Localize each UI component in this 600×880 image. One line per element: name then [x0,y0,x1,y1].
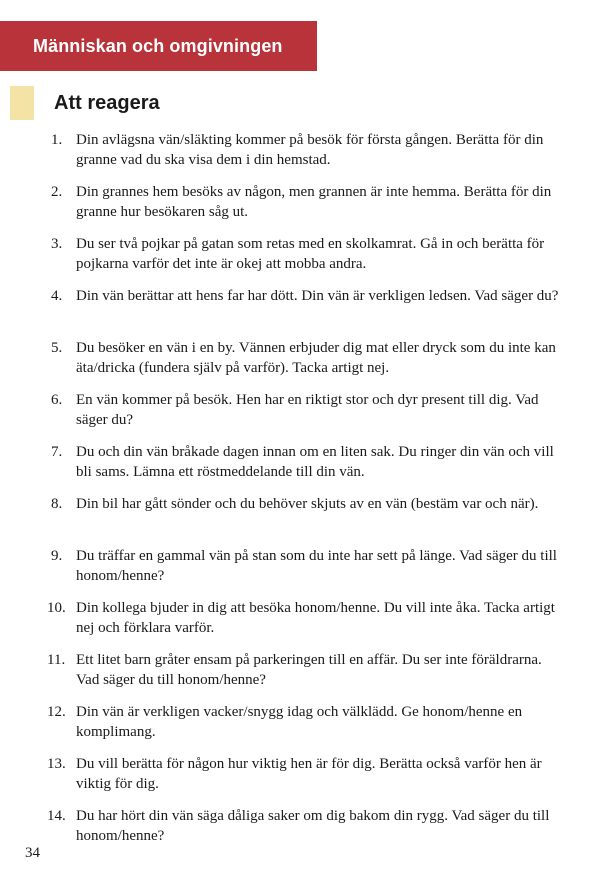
exercise-number: 3. [51,236,63,252]
chapter-banner [0,21,317,71]
exercise-number: 14. [47,808,66,824]
exercise-text: Du och din vän bråkade dagen innan om en liten sak. Du ringer din vän och vill bli sams. Lämna ett röstmeddelande till din vän. [76,444,554,480]
exercise-number: 11. [47,652,66,668]
exercise-item [47,702,567,754]
exercise-item [47,598,567,650]
exercise-number: 2. [51,184,63,200]
exercise-number: 7. [51,444,63,460]
exercise-number: 9. [51,548,63,564]
exercise-text: Din vän är verkligen vacker/snygg idag och välklädd. Ge honom/henne en komplimang. [76,704,523,740]
exercise-item [47,494,567,546]
section-marker [10,86,34,120]
exercise-item [47,754,567,806]
exercise-text: Din bil har gått sönder och du behöver skjuts av en vän (bestäm var och när). [76,496,539,512]
exercise-number: 12. [47,704,66,720]
exercise-number: 10. [47,600,66,616]
exercise-number: 4. [51,288,63,304]
exercise-text: Du träffar en gammal vän på stan som du inte har sett på länge. Vad säger du till honom/henne? [76,548,557,584]
exercise-list [47,130,567,858]
exercise-number: 1. [51,132,63,148]
exercise-item [47,806,567,858]
exercise-text: Du vill berätta för någon hur viktig hen är för dig. Berätta också varför hen är viktig för dig. [76,756,542,792]
exercise-text: Din kollega bjuder in dig att besöka honom/henne. Du vill inte åka. Tacka artigt nej och förklara varför. [76,600,555,636]
exercise-item [47,130,567,182]
exercise-item [47,442,567,494]
exercise-text: Din avlägsna vän/släkting kommer på besök för första gången. Berätta för din granne vad du ska visa dem i din hemstad. [76,132,544,168]
exercise-item [47,650,567,702]
exercise-item [47,338,567,390]
exercise-number: 13. [47,756,66,772]
exercise-number: 8. [51,496,63,512]
section-title: Att reagera [54,92,160,114]
exercise-text: Du besöker en vän i en by. Vännen erbjuder dig mat eller dryck som du inte kan äta/dricka (fundera själv på varför). Tacka artigt nej. [76,340,556,376]
exercise-number: 6. [51,392,63,408]
exercise-item [47,546,567,598]
exercise-text: Du har hört din vän säga dåliga saker om dig bakom din rygg. Vad säger du till honom/henne? [76,808,550,844]
exercise-item [47,182,567,234]
exercise-item [47,286,567,338]
exercise-text: Ett litet barn gråter ensam på parkeringen till en affär. Du ser inte föräldrarna. Vad säger du till honom/henne? [76,652,542,688]
exercise-text: Din vän berättar att hens far har dött. Din vän är verkligen ledsen. Vad säger du? [76,288,559,304]
page-number: 34 [25,845,40,861]
exercise-text: Din grannes hem besöks av någon, men grannen är inte hemma. Berätta för din granne hur besökaren såg ut. [76,184,552,220]
exercise-text: Du ser två pojkar på gatan som retas med en skolkamrat. Gå in och berätta för pojkarna varför det inte är okej att mobba andra. [76,236,545,272]
exercise-item [47,234,567,286]
exercise-item [47,390,567,442]
exercise-text: En vän kommer på besök. Hen har en riktigt stor och dyr present till dig. Vad säger du? [76,392,539,428]
chapter-title: Människan och omgivningen [33,35,283,56]
exercise-number: 5. [51,340,63,356]
